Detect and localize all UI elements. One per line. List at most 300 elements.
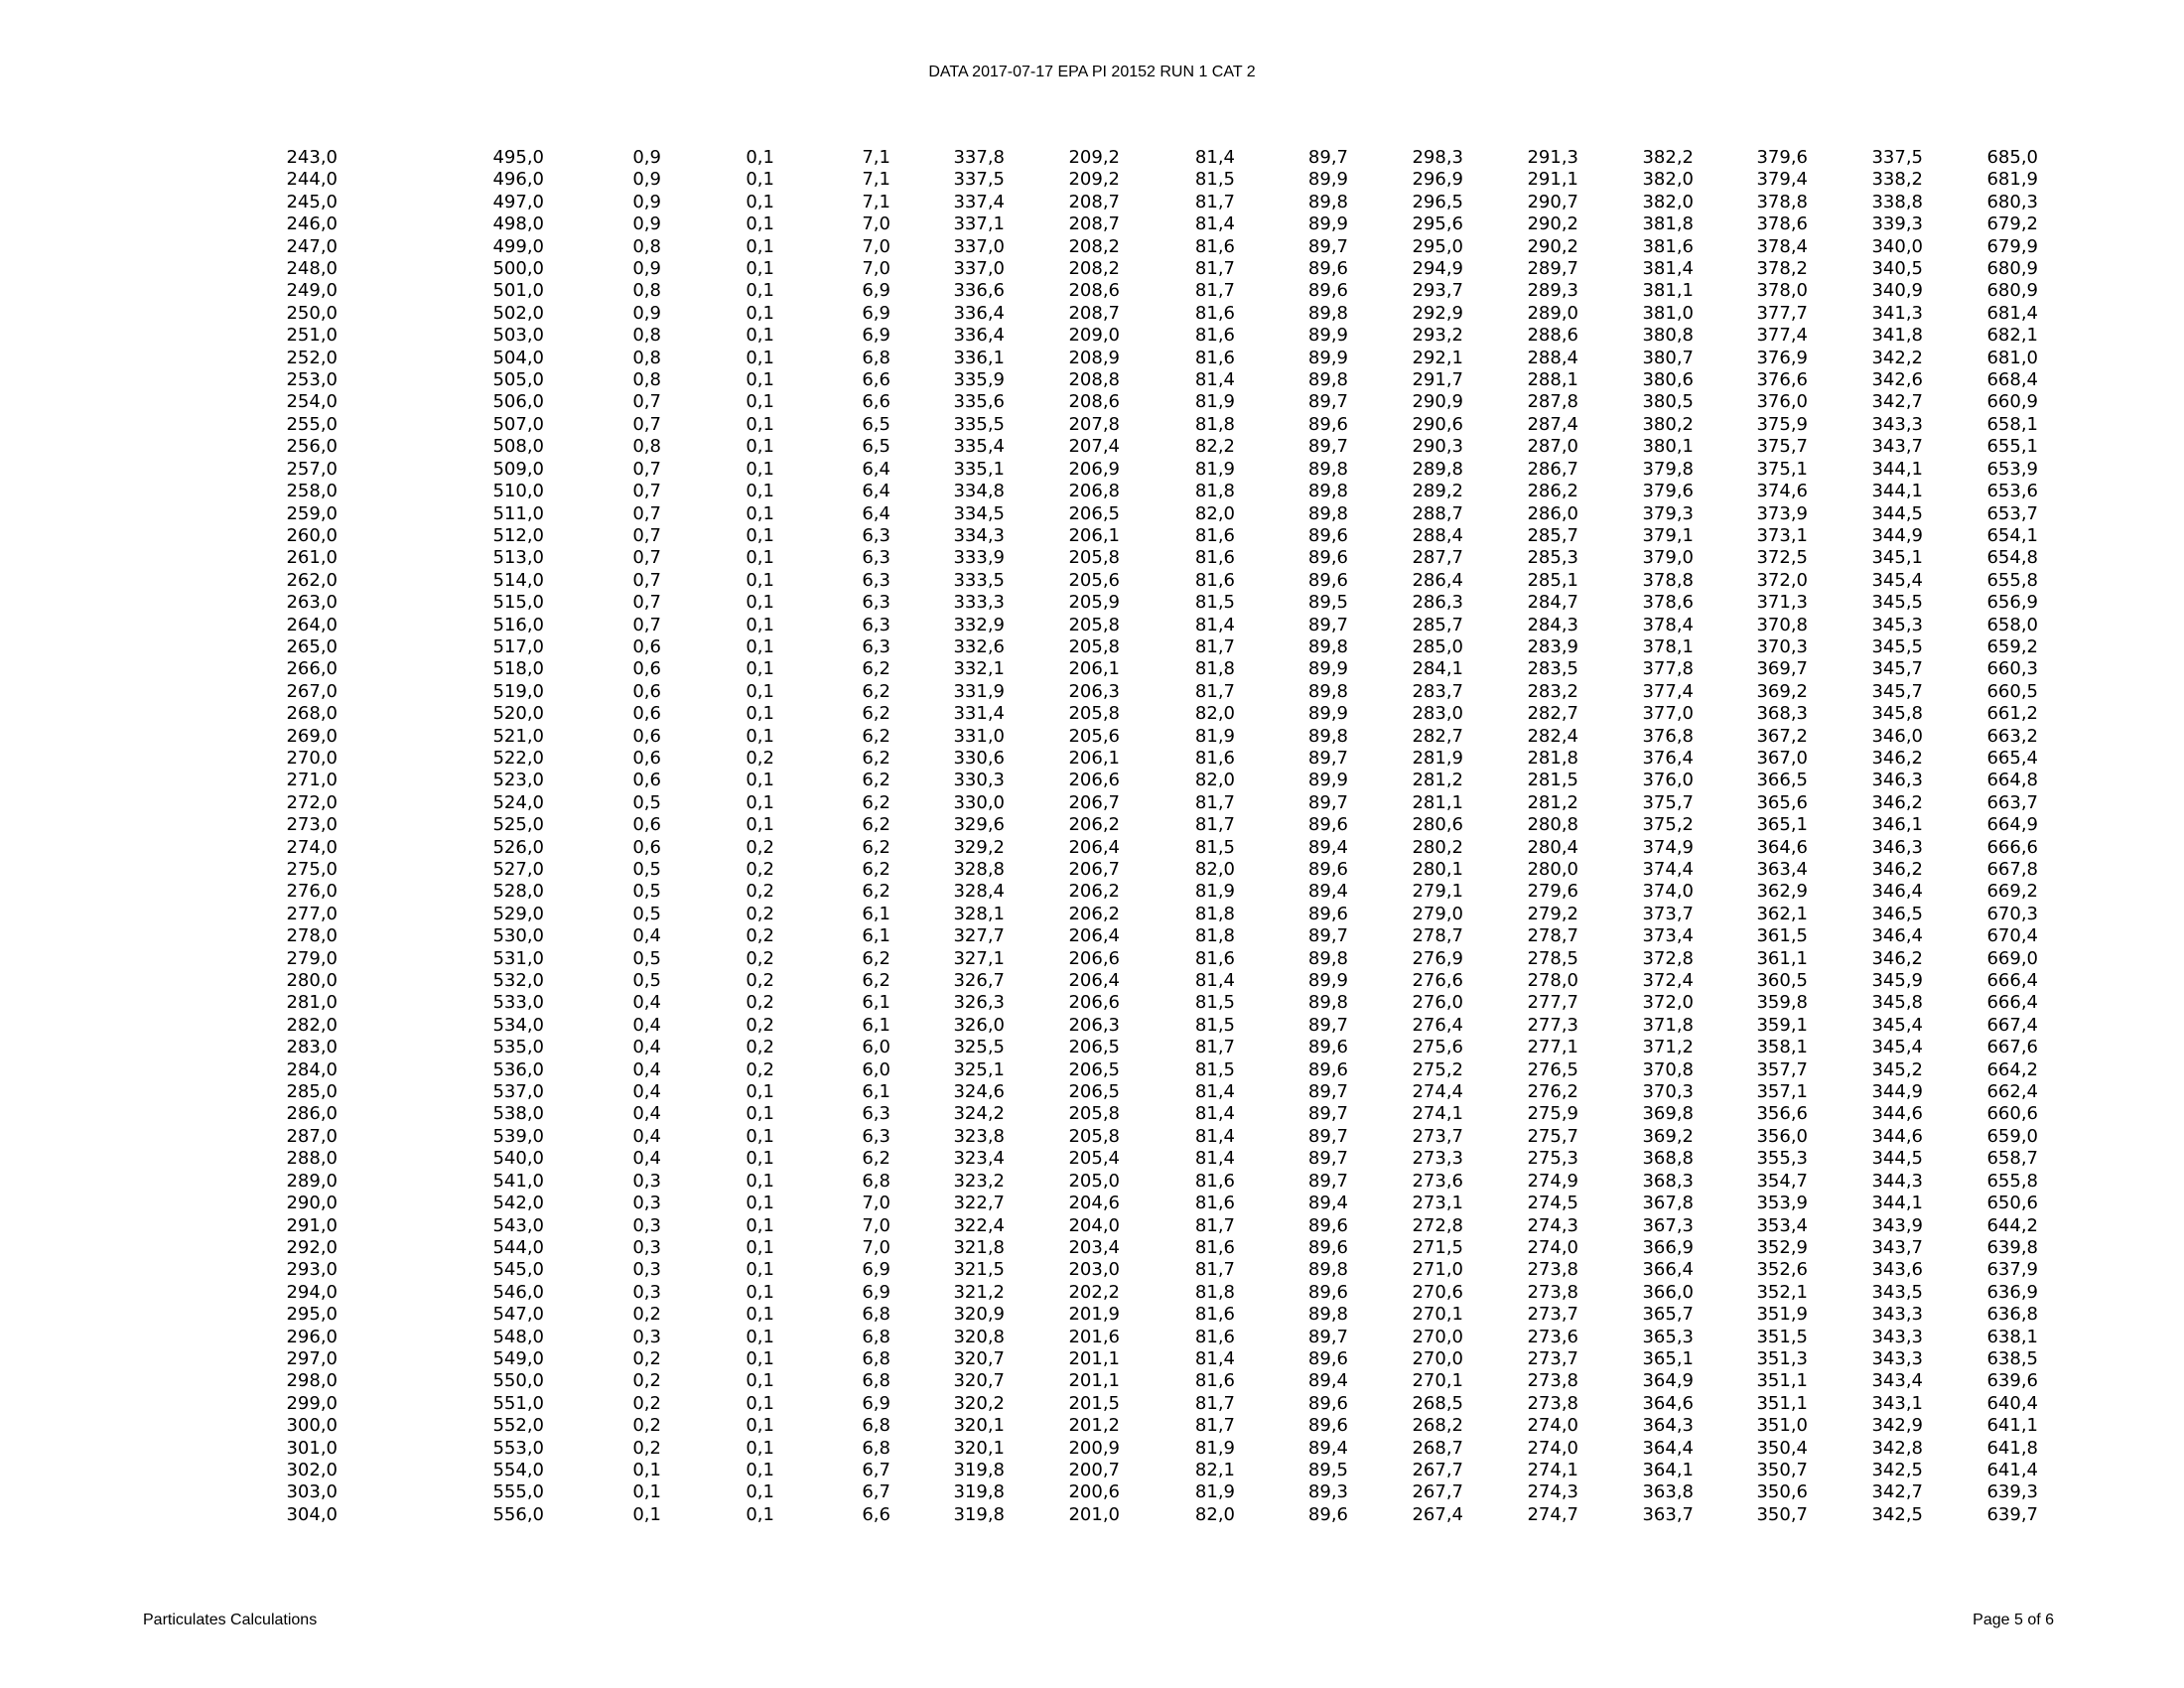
table-cell: 319,8 xyxy=(953,1503,1005,1525)
table-cell: 81,4 xyxy=(1194,1125,1235,1147)
table-row xyxy=(0,147,2038,169)
table-cell: 276,6 xyxy=(1412,970,1463,992)
table-cell: 0,5 xyxy=(632,970,661,992)
table-cell: 81,4 xyxy=(1194,1103,1235,1125)
table-cell: 344,9 xyxy=(1871,524,1923,546)
table-cell: 679,2 xyxy=(1986,213,2038,235)
table-cell: 497,0 xyxy=(492,191,544,212)
table-cell: 89,8 xyxy=(1307,947,1348,969)
table-row xyxy=(0,414,2038,436)
table-cell: 656,9 xyxy=(1986,592,2038,614)
table-row xyxy=(0,325,2038,347)
table-cell: 206,1 xyxy=(1068,658,1120,680)
table-cell: 350,7 xyxy=(1756,1503,1808,1525)
table-cell: 553,0 xyxy=(492,1437,544,1459)
table-cell: 81,8 xyxy=(1194,903,1235,924)
table-row xyxy=(0,1171,2038,1193)
table-cell: 274,0 xyxy=(1527,1415,1578,1437)
table-cell: 0,6 xyxy=(632,836,661,858)
table-cell: 293,2 xyxy=(1412,325,1463,347)
table-cell: 0,1 xyxy=(746,1437,774,1459)
table-cell: 380,7 xyxy=(1642,347,1694,368)
table-cell: 81,8 xyxy=(1194,413,1235,435)
table-cell: 286,7 xyxy=(1527,458,1578,480)
table-row xyxy=(0,992,2038,1014)
table-cell: 81,8 xyxy=(1194,925,1235,947)
table-cell: 89,8 xyxy=(1307,1304,1348,1326)
table-cell: 340,5 xyxy=(1871,258,1923,280)
table-cell: 270,6 xyxy=(1412,1281,1463,1303)
table-cell: 375,9 xyxy=(1756,413,1808,435)
table-cell: 660,9 xyxy=(1986,391,2038,413)
table-cell: 323,8 xyxy=(953,1125,1005,1147)
table-cell: 0,1 xyxy=(746,1125,774,1147)
table-cell: 274,5 xyxy=(1527,1193,1578,1214)
table-cell: 282,0 xyxy=(286,1014,338,1036)
table-cell: 0,1 xyxy=(746,1347,774,1369)
table-cell: 81,5 xyxy=(1194,1058,1235,1080)
table-cell: 265,0 xyxy=(286,635,338,657)
table-cell: 285,0 xyxy=(1412,635,1463,657)
table-cell: 89,8 xyxy=(1307,635,1348,657)
table-cell: 373,9 xyxy=(1756,502,1808,524)
table-cell: 337,8 xyxy=(953,147,1005,168)
table-row xyxy=(0,1059,2038,1081)
table-cell: 285,7 xyxy=(1412,614,1463,635)
table-cell: 533,0 xyxy=(492,992,544,1014)
table-cell: 504,0 xyxy=(492,347,544,368)
table-cell: 343,3 xyxy=(1871,1304,1923,1326)
table-cell: 501,0 xyxy=(492,280,544,302)
table-cell: 208,9 xyxy=(1068,347,1120,368)
table-cell: 379,8 xyxy=(1642,458,1694,480)
table-cell: 6,2 xyxy=(862,770,890,791)
table-cell: 205,6 xyxy=(1068,569,1120,591)
table-cell: 6,8 xyxy=(862,1304,890,1326)
table-cell: 0,1 xyxy=(746,235,774,257)
table-cell: 208,6 xyxy=(1068,391,1120,413)
table-cell: 0,7 xyxy=(632,458,661,480)
table-cell: 288,6 xyxy=(1527,325,1578,347)
table-cell: 281,0 xyxy=(286,992,338,1014)
table-cell: 89,6 xyxy=(1307,258,1348,280)
table-cell: 371,2 xyxy=(1642,1037,1694,1058)
table-cell: 334,3 xyxy=(953,524,1005,546)
table-row xyxy=(0,1015,2038,1037)
table-cell: 82,2 xyxy=(1194,436,1235,458)
table-cell: 271,0 xyxy=(286,770,338,791)
table-cell: 89,8 xyxy=(1307,302,1348,324)
table-cell: 343,3 xyxy=(1871,1347,1923,1369)
table-cell: 342,7 xyxy=(1871,1481,1923,1503)
table-cell: 641,8 xyxy=(1986,1437,2038,1459)
table-cell: 377,7 xyxy=(1756,302,1808,324)
table-cell: 6,9 xyxy=(862,325,890,347)
table-cell: 206,7 xyxy=(1068,791,1120,813)
table-cell: 250,0 xyxy=(286,302,338,324)
table-cell: 372,0 xyxy=(1756,569,1808,591)
table-cell: 288,7 xyxy=(1412,502,1463,524)
table-cell: 0,1 xyxy=(746,391,774,413)
table-cell: 344,5 xyxy=(1871,502,1923,524)
table-cell: 370,8 xyxy=(1642,1058,1694,1080)
table-cell: 286,0 xyxy=(1527,502,1578,524)
table-cell: 666,4 xyxy=(1986,992,2038,1014)
table-cell: 81,5 xyxy=(1194,992,1235,1014)
table-cell: 550,0 xyxy=(492,1370,544,1392)
table-cell: 276,5 xyxy=(1527,1058,1578,1080)
table-row xyxy=(0,1081,2038,1103)
table-cell: 274,9 xyxy=(1527,1170,1578,1192)
table-cell: 267,0 xyxy=(286,680,338,702)
table-cell: 681,4 xyxy=(1986,302,2038,324)
table-cell: 291,1 xyxy=(1527,169,1578,191)
table-cell: 0,1 xyxy=(746,1081,774,1103)
table-cell: 291,3 xyxy=(1527,147,1578,168)
table-cell: 89,9 xyxy=(1307,325,1348,347)
table-cell: 254,0 xyxy=(286,391,338,413)
table-cell: 205,0 xyxy=(1068,1170,1120,1192)
table-cell: 81,9 xyxy=(1194,1481,1235,1503)
table-cell: 274,7 xyxy=(1527,1503,1578,1525)
table-cell: 0,1 xyxy=(746,258,774,280)
table-cell: 203,0 xyxy=(1068,1259,1120,1281)
table-cell: 273,8 xyxy=(1527,1281,1578,1303)
table-cell: 365,1 xyxy=(1756,814,1808,836)
table-cell: 335,5 xyxy=(953,413,1005,435)
table-cell: 274,4 xyxy=(1412,1081,1463,1103)
table-cell: 89,6 xyxy=(1307,280,1348,302)
table-cell: 300,0 xyxy=(286,1415,338,1437)
table-cell: 6,8 xyxy=(862,1437,890,1459)
table-cell: 206,9 xyxy=(1068,458,1120,480)
table-cell: 370,8 xyxy=(1756,614,1808,635)
table-cell: 0,6 xyxy=(632,770,661,791)
table-cell: 659,2 xyxy=(1986,635,2038,657)
table-cell: 685,0 xyxy=(1986,147,2038,168)
table-cell: 0,2 xyxy=(632,1347,661,1369)
table-cell: 89,9 xyxy=(1307,970,1348,992)
table-cell: 275,3 xyxy=(1527,1148,1578,1170)
table-cell: 346,3 xyxy=(1871,836,1923,858)
table-cell: 89,5 xyxy=(1307,1459,1348,1480)
table-cell: 274,3 xyxy=(1527,1481,1578,1503)
table-cell: 203,4 xyxy=(1068,1236,1120,1258)
table-cell: 555,0 xyxy=(492,1481,544,1503)
table-row xyxy=(0,213,2038,235)
table-cell: 514,0 xyxy=(492,569,544,591)
table-cell: 81,6 xyxy=(1194,1170,1235,1192)
table-cell: 81,4 xyxy=(1194,1148,1235,1170)
table-cell: 344,6 xyxy=(1871,1103,1923,1125)
table-cell: 0,2 xyxy=(746,970,774,992)
table-cell: 7,0 xyxy=(862,235,890,257)
table-cell: 500,0 xyxy=(492,258,544,280)
table-cell: 81,7 xyxy=(1194,1392,1235,1414)
table-cell: 81,4 xyxy=(1194,970,1235,992)
table-cell: 201,2 xyxy=(1068,1415,1120,1437)
table-cell: 331,0 xyxy=(953,725,1005,747)
table-cell: 0,9 xyxy=(632,147,661,168)
table-cell: 89,9 xyxy=(1307,213,1348,235)
table-cell: 353,4 xyxy=(1756,1214,1808,1236)
table-cell: 290,9 xyxy=(1412,391,1463,413)
table-cell: 89,7 xyxy=(1307,1148,1348,1170)
table-row xyxy=(0,547,2038,569)
table-cell: 208,2 xyxy=(1068,235,1120,257)
table-cell: 285,3 xyxy=(1527,547,1578,569)
table-cell: 496,0 xyxy=(492,169,544,191)
table-cell: 345,8 xyxy=(1871,703,1923,725)
table-cell: 208,7 xyxy=(1068,302,1120,324)
table-cell: 519,0 xyxy=(492,680,544,702)
table-cell: 0,1 xyxy=(746,547,774,569)
table-cell: 357,7 xyxy=(1756,1058,1808,1080)
table-cell: 81,6 xyxy=(1194,524,1235,546)
table-cell: 328,8 xyxy=(953,859,1005,880)
table-cell: 277,7 xyxy=(1527,992,1578,1014)
table-cell: 337,5 xyxy=(1871,147,1923,168)
table-cell: 284,0 xyxy=(286,1058,338,1080)
table-cell: 207,4 xyxy=(1068,436,1120,458)
table-cell: 205,9 xyxy=(1068,592,1120,614)
table-cell: 295,0 xyxy=(286,1304,338,1326)
table-cell: 201,1 xyxy=(1068,1347,1120,1369)
table-cell: 367,2 xyxy=(1756,725,1808,747)
table-cell: 270,1 xyxy=(1412,1304,1463,1326)
table-cell: 6,2 xyxy=(862,747,890,769)
table-cell: 351,1 xyxy=(1756,1370,1808,1392)
table-cell: 542,0 xyxy=(492,1193,544,1214)
table-cell: 551,0 xyxy=(492,1392,544,1414)
table-cell: 264,0 xyxy=(286,614,338,635)
table-cell: 0,1 xyxy=(746,592,774,614)
table-cell: 290,3 xyxy=(1412,436,1463,458)
table-cell: 273,7 xyxy=(1412,1125,1463,1147)
table-cell: 206,6 xyxy=(1068,947,1120,969)
table-cell: 381,6 xyxy=(1642,235,1694,257)
table-cell: 0,6 xyxy=(632,703,661,725)
table-cell: 379,4 xyxy=(1756,169,1808,191)
table-cell: 342,9 xyxy=(1871,1415,1923,1437)
table-cell: 0,1 xyxy=(746,1148,774,1170)
table-cell: 266,0 xyxy=(286,658,338,680)
table-cell: 281,1 xyxy=(1412,791,1463,813)
table-cell: 517,0 xyxy=(492,635,544,657)
table-cell: 286,4 xyxy=(1412,569,1463,591)
table-cell: 654,8 xyxy=(1986,547,2038,569)
table-cell: 247,0 xyxy=(286,235,338,257)
table-cell: 0,5 xyxy=(632,947,661,969)
table-cell: 6,8 xyxy=(862,1170,890,1192)
table-cell: 345,8 xyxy=(1871,992,1923,1014)
table-cell: 278,0 xyxy=(1527,970,1578,992)
table-cell: 343,3 xyxy=(1871,413,1923,435)
table-cell: 636,8 xyxy=(1986,1304,2038,1326)
table-cell: 376,6 xyxy=(1756,369,1808,391)
table-cell: 655,8 xyxy=(1986,1170,2038,1192)
table-cell: 0,1 xyxy=(746,458,774,480)
table-cell: 369,7 xyxy=(1756,658,1808,680)
table-row xyxy=(0,192,2038,213)
table-cell: 82,0 xyxy=(1194,502,1235,524)
table-cell: 81,6 xyxy=(1194,747,1235,769)
table-cell: 366,4 xyxy=(1642,1259,1694,1281)
table-cell: 270,0 xyxy=(1412,1347,1463,1369)
table-cell: 276,2 xyxy=(1527,1081,1578,1103)
table-cell: 366,5 xyxy=(1756,770,1808,791)
table-cell: 512,0 xyxy=(492,524,544,546)
table-cell: 344,3 xyxy=(1871,1170,1923,1192)
table-cell: 351,5 xyxy=(1756,1326,1808,1347)
table-cell: 0,1 xyxy=(746,481,774,502)
table-cell: 663,7 xyxy=(1986,791,2038,813)
table-cell: 332,1 xyxy=(953,658,1005,680)
table-cell: 667,4 xyxy=(1986,1014,2038,1036)
table-cell: 368,3 xyxy=(1642,1170,1694,1192)
table-cell: 343,6 xyxy=(1871,1259,1923,1281)
table-cell: 670,4 xyxy=(1986,925,2038,947)
table-cell: 283,9 xyxy=(1527,635,1578,657)
table-cell: 296,5 xyxy=(1412,191,1463,212)
table-cell: 357,1 xyxy=(1756,1081,1808,1103)
table-cell: 81,7 xyxy=(1194,1037,1235,1058)
table-cell: 346,0 xyxy=(1871,725,1923,747)
table-cell: 81,7 xyxy=(1194,191,1235,212)
table-cell: 89,3 xyxy=(1307,1481,1348,1503)
table-cell: 653,9 xyxy=(1986,458,2038,480)
table-cell: 0,9 xyxy=(632,258,661,280)
table-cell: 525,0 xyxy=(492,814,544,836)
table-row xyxy=(0,837,2038,859)
table-cell: 281,5 xyxy=(1527,770,1578,791)
table-cell: 6,9 xyxy=(862,302,890,324)
table-cell: 498,0 xyxy=(492,213,544,235)
table-cell: 531,0 xyxy=(492,947,544,969)
table-cell: 667,8 xyxy=(1986,859,2038,880)
table-cell: 340,9 xyxy=(1871,280,1923,302)
table-cell: 89,8 xyxy=(1307,191,1348,212)
table-cell: 544,0 xyxy=(492,1236,544,1258)
table-cell: 89,8 xyxy=(1307,992,1348,1014)
table-cell: 0,6 xyxy=(632,680,661,702)
table-cell: 271,5 xyxy=(1412,1236,1463,1258)
table-cell: 363,7 xyxy=(1642,1503,1694,1525)
page-title: DATA 2017-07-17 EPA PI 20152 RUN 1 CAT 2 xyxy=(928,64,1256,80)
table-cell: 0,4 xyxy=(632,925,661,947)
table-cell: 286,2 xyxy=(1527,481,1578,502)
table-cell: 0,2 xyxy=(746,836,774,858)
table-cell: 0,9 xyxy=(632,169,661,191)
table-cell: 81,6 xyxy=(1194,347,1235,368)
table-cell: 297,0 xyxy=(286,1347,338,1369)
table-cell: 89,7 xyxy=(1307,791,1348,813)
table-cell: 288,1 xyxy=(1527,369,1578,391)
table-cell: 284,7 xyxy=(1527,592,1578,614)
table-cell: 81,7 xyxy=(1194,814,1235,836)
table-cell: 340,0 xyxy=(1871,235,1923,257)
table-cell: 370,3 xyxy=(1756,635,1808,657)
table-cell: 650,6 xyxy=(1986,1193,2038,1214)
table-cell: 81,6 xyxy=(1194,325,1235,347)
table-cell: 0,4 xyxy=(632,992,661,1014)
table-cell: 282,7 xyxy=(1527,703,1578,725)
table-cell: 275,7 xyxy=(1527,1125,1578,1147)
table-row xyxy=(0,814,2038,836)
table-cell: 346,4 xyxy=(1871,881,1923,903)
table-cell: 0,1 xyxy=(746,1304,774,1326)
table-cell: 279,2 xyxy=(1527,903,1578,924)
table-cell: 366,9 xyxy=(1642,1236,1694,1258)
table-cell: 255,0 xyxy=(286,413,338,435)
table-cell: 0,1 xyxy=(746,1481,774,1503)
table-cell: 6,8 xyxy=(862,1415,890,1437)
table-row xyxy=(0,792,2038,814)
table-cell: 336,1 xyxy=(953,347,1005,368)
table-cell: 364,3 xyxy=(1642,1415,1694,1437)
table-cell: 206,6 xyxy=(1068,770,1120,791)
table-cell: 321,5 xyxy=(953,1259,1005,1281)
table-cell: 0,6 xyxy=(632,814,661,836)
table-cell: 6,2 xyxy=(862,658,890,680)
table-cell: 6,5 xyxy=(862,413,890,435)
table-cell: 543,0 xyxy=(492,1214,544,1236)
table-cell: 6,6 xyxy=(862,391,890,413)
table-cell: 0,1 xyxy=(746,1281,774,1303)
table-cell: 320,7 xyxy=(953,1370,1005,1392)
table-cell: 290,2 xyxy=(1527,235,1578,257)
table-cell: 89,6 xyxy=(1307,1347,1348,1369)
table-cell: 343,9 xyxy=(1871,1214,1923,1236)
table-cell: 6,2 xyxy=(862,1148,890,1170)
table-cell: 363,4 xyxy=(1756,859,1808,880)
table-cell: 263,0 xyxy=(286,592,338,614)
data-table xyxy=(0,147,2038,1526)
table-cell: 280,0 xyxy=(286,970,338,992)
table-cell: 7,0 xyxy=(862,1193,890,1214)
table-cell: 0,2 xyxy=(746,925,774,947)
table-cell: 521,0 xyxy=(492,725,544,747)
table-cell: 329,2 xyxy=(953,836,1005,858)
table-cell: 6,1 xyxy=(862,1014,890,1036)
table-cell: 82,0 xyxy=(1194,770,1235,791)
table-cell: 6,7 xyxy=(862,1459,890,1480)
table-cell: 206,2 xyxy=(1068,814,1120,836)
footer-page-number: Page 5 of 6 xyxy=(1973,1612,2054,1628)
table-cell: 294,0 xyxy=(286,1281,338,1303)
table-cell: 81,7 xyxy=(1194,280,1235,302)
table-cell: 275,2 xyxy=(1412,1058,1463,1080)
table-cell: 0,1 xyxy=(632,1459,661,1480)
table-cell: 0,3 xyxy=(632,1236,661,1258)
table-cell: 528,0 xyxy=(492,881,544,903)
table-cell: 344,5 xyxy=(1871,1148,1923,1170)
table-cell: 89,6 xyxy=(1307,1415,1348,1437)
table-cell: 206,6 xyxy=(1068,992,1120,1014)
table-cell: 346,3 xyxy=(1871,770,1923,791)
table-cell: 344,1 xyxy=(1871,481,1923,502)
table-cell: 345,7 xyxy=(1871,680,1923,702)
table-cell: 6,8 xyxy=(862,347,890,368)
table-cell: 0,5 xyxy=(632,859,661,880)
table-cell: 81,8 xyxy=(1194,658,1235,680)
table-cell: 335,1 xyxy=(953,458,1005,480)
table-cell: 342,5 xyxy=(1871,1503,1923,1525)
table-cell: 283,0 xyxy=(1412,703,1463,725)
table-cell: 373,1 xyxy=(1756,524,1808,546)
table-row xyxy=(0,658,2038,680)
table-cell: 206,2 xyxy=(1068,903,1120,924)
